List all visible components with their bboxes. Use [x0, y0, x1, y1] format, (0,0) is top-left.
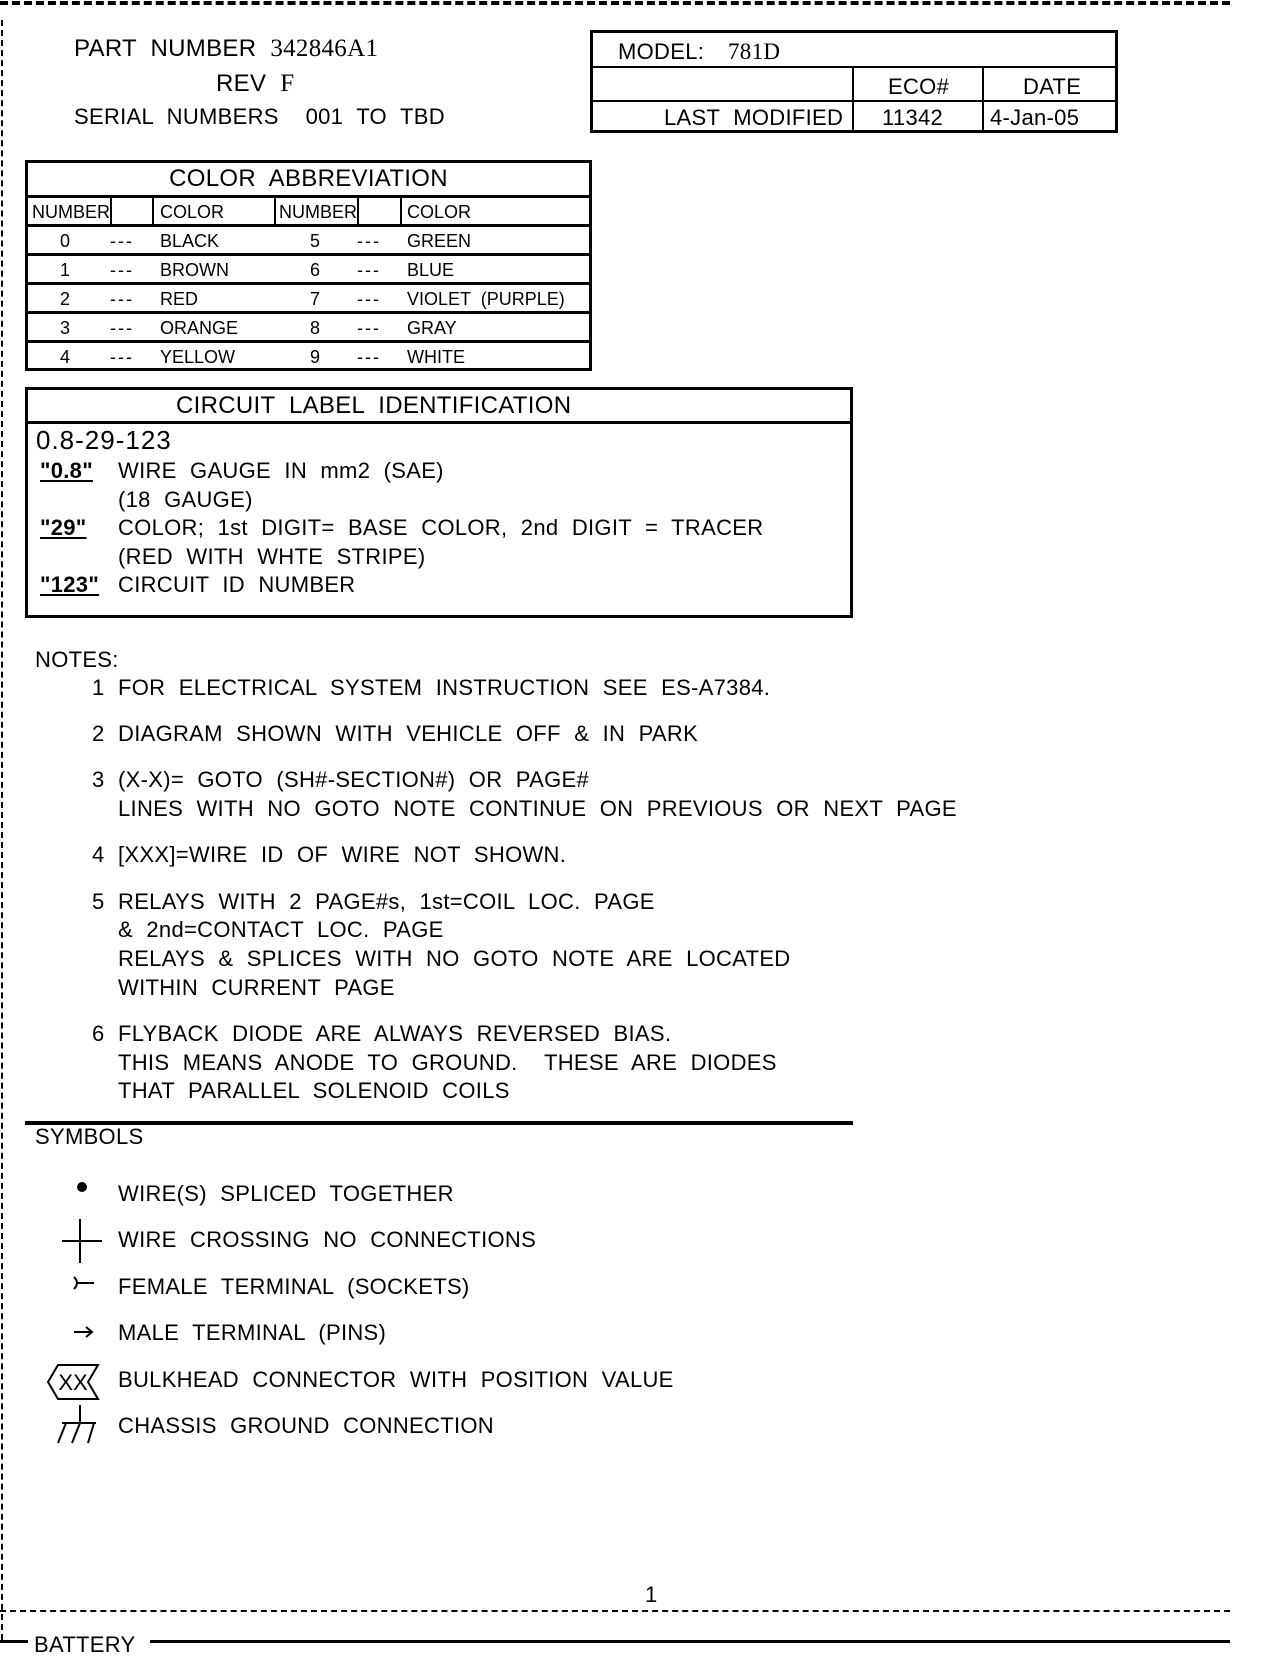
note-text: FOR ELECTRICAL SYSTEM INSTRUCTION SEE ES-A7384. — [118, 675, 771, 700]
column-header: NUMBER — [32, 202, 111, 222]
color-number: 0 — [60, 231, 71, 251]
color-table-title: COLOR ABBREVIATION — [169, 165, 448, 192]
divider — [357, 196, 359, 225]
color-name: BLACK — [160, 231, 220, 251]
note-text: LINES WITH NO GOTO NOTE CONTINUE ON PREVIOUS OR NEXT PAGE — [118, 796, 957, 822]
row-divider — [25, 311, 592, 314]
symbol-label: MALE TERMINAL (PINS) — [118, 1320, 387, 1346]
circuit-label-title: CIRCUIT LABEL IDENTIFICATION — [176, 392, 572, 419]
circuit-description: WIRE GAUGE IN mm2 (SAE) — [118, 458, 444, 483]
circuit-description: COLOR; 1st DIGIT= BASE COLOR, 2nd DIGIT = TRACER — [118, 515, 764, 540]
note-text: THIS MEANS ANODE TO GROUND. THESE ARE DIODES — [118, 1049, 777, 1075]
note-text: (X-X)= GOTO (SH#-SECTION#) OR PAGE# — [118, 767, 590, 793]
divider — [982, 66, 984, 132]
top-dashed-border — [0, 1, 1230, 5]
dash-separator: --- — [110, 231, 134, 251]
color-name: BLUE — [407, 260, 455, 280]
color-name: WHITE — [407, 347, 465, 367]
dash-separator: --- — [110, 260, 134, 280]
symbol-label: WIRE CROSSING NO CONNECTIONS — [118, 1227, 537, 1253]
note-text: THAT PARALLEL SOLENOID COILS — [118, 1078, 510, 1104]
date-value: 4-Jan-05 — [990, 105, 1080, 130]
note-number: 5 — [92, 888, 105, 914]
divider — [110, 196, 112, 225]
dash-separator: --- — [357, 318, 381, 338]
color-name: VIOLET (PURPLE) — [407, 289, 565, 309]
part-number-label: PART NUMBER — [74, 35, 257, 62]
divider — [274, 196, 276, 225]
dash-separator: --- — [357, 260, 381, 280]
female-terminal-icon — [72, 1275, 96, 1291]
eco-value: 11342 — [882, 105, 944, 130]
row-divider — [25, 282, 592, 285]
color-name: YELLOW — [160, 347, 236, 367]
date-header: DATE — [1023, 74, 1082, 99]
row-divider — [25, 340, 592, 343]
splice-dot-icon — [77, 1182, 87, 1192]
divider — [152, 196, 154, 225]
note-number: 6 — [92, 1020, 105, 1046]
color-number: 2 — [60, 289, 71, 309]
bulkhead-connector-icon — [46, 1363, 100, 1401]
color-name: ORANGE — [160, 318, 239, 338]
column-header: COLOR — [407, 202, 472, 222]
page-number: 1 — [645, 1582, 658, 1607]
note-number: 1 — [92, 675, 105, 700]
dash-separator: --- — [357, 289, 381, 309]
model-label: MODEL: — [618, 39, 705, 64]
note-text: DIAGRAM SHOWN WITH VEHICLE OFF & IN PARK — [118, 721, 699, 747]
circuit-key: "123" — [40, 572, 100, 597]
note-text: WITHIN CURRENT PAGE — [118, 974, 395, 1000]
left-border — [1, 20, 3, 1640]
serial-numbers: SERIAL NUMBERS 001 TO TBD — [74, 104, 445, 129]
dash-separator: --- — [110, 318, 134, 338]
color-number: 8 — [310, 318, 321, 338]
color-name: GRAY — [407, 318, 457, 338]
part-number-value: 342846A1 — [270, 35, 379, 62]
model-value: 781D — [728, 39, 781, 64]
rev-label: REV — [216, 70, 267, 97]
dash-separator: --- — [110, 289, 134, 309]
last-modified-label: LAST MODIFIED — [664, 105, 844, 130]
battery-wire-line — [150, 1640, 1230, 1643]
color-name: RED — [160, 289, 199, 309]
note-text: RELAYS WITH 2 PAGE#s, 1st=COIL LOC. PAGE — [118, 888, 655, 914]
bottom-dashed-border — [0, 1610, 1230, 1612]
battery-label: BATTERY — [34, 1632, 136, 1657]
note-text: [XXX]=WIRE ID OF WIRE NOT SHOWN. — [118, 842, 567, 868]
circuit-description: (RED WITH WHTE STRIPE) — [118, 543, 426, 569]
circuit-key: "29" — [40, 515, 87, 540]
battery-wire-line — [0, 1640, 28, 1643]
eco-header: ECO# — [888, 74, 950, 99]
divider — [400, 196, 402, 225]
part-number — [74, 36, 378, 61]
circuit-key: "0.8" — [40, 458, 93, 483]
note-text: & 2nd=CONTACT LOC. PAGE — [118, 917, 444, 943]
section-rule — [25, 1121, 853, 1125]
color-number: 4 — [60, 347, 71, 367]
dash-separator: --- — [357, 231, 381, 251]
note-number: 2 — [92, 721, 105, 747]
revision — [216, 71, 294, 96]
divider — [25, 421, 853, 424]
note-number: 3 — [92, 767, 105, 793]
symbol-label: FEMALE TERMINAL (SOCKETS) — [118, 1273, 470, 1299]
divider — [590, 100, 1118, 102]
symbol-label: CHASSIS GROUND CONNECTION — [118, 1413, 494, 1438]
circuit-description: CIRCUIT ID NUMBER — [118, 572, 356, 597]
notes-title: NOTES: — [35, 647, 119, 672]
row-divider — [25, 253, 592, 256]
column-header: NUMBER — [279, 202, 358, 222]
dash-separator: --- — [110, 347, 134, 367]
symbol-label: WIRE(S) SPLICED TOGETHER — [118, 1181, 454, 1206]
symbol-label: BULKHEAD CONNECTOR WITH POSITION VALUE — [118, 1366, 674, 1392]
color-number: 5 — [310, 231, 321, 251]
note-number: 4 — [92, 842, 105, 868]
color-number: 3 — [60, 318, 71, 338]
color-number: 1 — [60, 260, 71, 280]
wire-crossing-icon — [62, 1219, 102, 1263]
svg-text:XX: XX — [58, 1370, 88, 1395]
divider — [590, 66, 1118, 68]
color-name: GREEN — [407, 231, 472, 251]
dash-separator: --- — [357, 347, 381, 367]
color-number: 9 — [310, 347, 321, 367]
circuit-description: (18 GAUGE) — [118, 486, 253, 512]
circuit-label-example: 0.8-29-123 — [36, 425, 172, 455]
note-text: RELAYS & SPLICES WITH NO GOTO NOTE ARE LOCATED — [118, 945, 791, 971]
divider — [852, 66, 854, 132]
color-name: BROWN — [160, 260, 229, 280]
chassis-ground-icon — [54, 1405, 100, 1445]
rev-value: F — [280, 70, 295, 97]
symbols-title: SYMBOLS — [35, 1124, 144, 1149]
color-number: 7 — [310, 289, 321, 309]
note-text: FLYBACK DIODE ARE ALWAYS REVERSED BIAS. — [118, 1020, 672, 1046]
male-terminal-icon — [72, 1324, 96, 1340]
color-number: 6 — [310, 260, 321, 280]
column-header: COLOR — [160, 202, 225, 222]
